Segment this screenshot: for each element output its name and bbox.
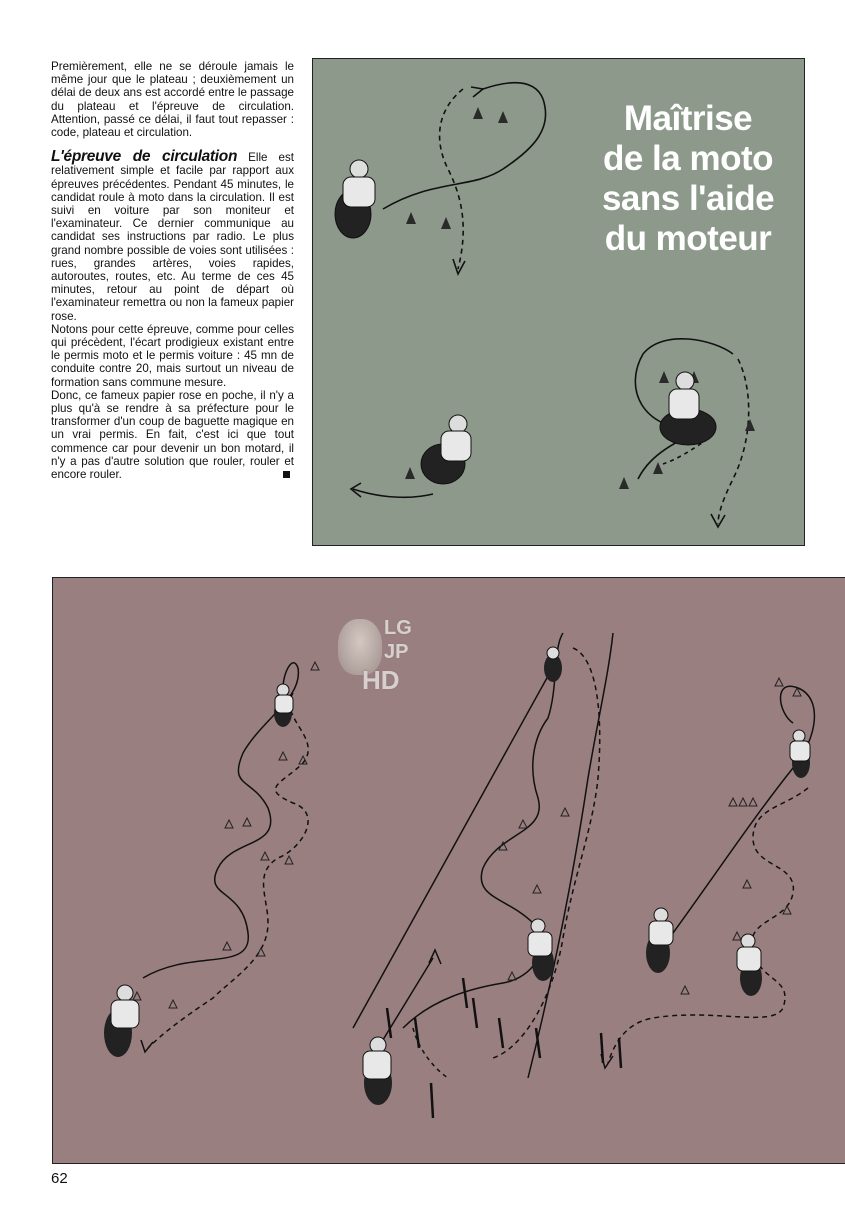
article-text <box>51 60 294 481</box>
cone-icon <box>653 462 663 474</box>
trajectory-dashed <box>440 89 464 269</box>
cone-icon <box>775 678 783 686</box>
motorcycle-icon <box>646 908 673 973</box>
stake-icon <box>619 1038 621 1068</box>
motorcycle-icon <box>363 1037 392 1105</box>
watermark-text: HD <box>362 665 400 695</box>
stake-icon <box>473 998 477 1028</box>
cone-icon <box>519 820 527 828</box>
motorcycle-icon <box>274 684 293 727</box>
cone-icon <box>405 467 415 479</box>
motorcycle-icon <box>421 415 471 484</box>
lane-line <box>528 633 613 1078</box>
cone-icon <box>619 477 629 489</box>
paragraph-1: Premièrement, elle ne se déroule jamais le même jour que le plateau ; deuxièmement un délai de deux ans est accordé entre le passage du plateau et l'épreuve de circulation. Attention, passé ce délai, il faut tout repasser : code, plateau et circulation. <box>51 60 294 140</box>
cone-icon <box>561 808 569 816</box>
cone-icon <box>739 798 747 806</box>
paragraph-3: Notons pour cette épreuve, comme pour celles qui précèdent, l'écart prodigieux existant entre le permis moto et le permis voiture : 45 mn de conduite contre 20, mais surtout un niveau de formation sans commune mesure. <box>51 322 294 389</box>
trajectory-line <box>673 686 814 933</box>
paragraph-2 <box>51 150 294 323</box>
cone-icon <box>681 986 689 994</box>
watermark-text: JP <box>384 641 409 663</box>
cone-icon <box>406 212 416 224</box>
watermark-text: LG <box>384 617 412 639</box>
panel-title-line: Maîtrise <box>623 99 753 138</box>
trajectory-arrow <box>471 87 483 97</box>
cone-icon <box>659 371 669 383</box>
cone-icon <box>749 798 757 806</box>
paragraph-2-body: Elle est relativement simple et facile par rapport aux épreuves précédentes. Pendant 45 minutes, le candidat roule à moto dans la circulation. Il est suivi en voiture par son moniteur et l'examinateur. Ce dernier communique au candidat ses instructions par radio. Le plus grand nombre possible de voies sont utilisées : rues, grandes artères, voies rapides, autoroutes, routes, etc. Au terme de ces 45 minutes, retour au point de départ où l'examinateur remettra ou non la fameux papier rose. <box>51 151 294 323</box>
paragraph-4 <box>51 389 294 481</box>
motorcycle-icon <box>544 647 562 682</box>
cone-icon <box>533 885 541 893</box>
stake-icon <box>415 1018 419 1048</box>
page-number: 62 <box>51 1170 68 1187</box>
trajectory-line <box>378 958 433 1048</box>
motorcycle-icon <box>790 730 810 778</box>
paragraph-4-body: Donc, ce fameux papier rose en poche, il n'y a plus qu'à se rendre à sa préfecture pour le transformer d'un coup de baguette magique en un vrai permis. En fait, c'est ici que tout commence car pour devenir un bon motard, il n'y a pas d'autre solution que rouler, rouler et encore rouler. <box>51 388 294 482</box>
cone-icon <box>243 818 251 826</box>
trajectory-dashed <box>148 693 308 1048</box>
trajectory-dashed <box>608 788 808 1063</box>
end-mark-icon <box>283 471 290 478</box>
motorcycle-icon <box>335 160 375 238</box>
cone-icon <box>223 942 231 950</box>
cone-icon <box>498 111 508 123</box>
motorcycle-icon <box>104 985 139 1057</box>
top-illustration <box>312 58 805 546</box>
trajectory-line <box>383 83 546 209</box>
cone-icon <box>279 752 287 760</box>
trajectory-line <box>353 489 433 497</box>
panel-title-line: du moteur <box>604 219 772 258</box>
section-heading: L'épreuve de circulation <box>51 148 238 166</box>
cone-icon <box>169 1000 177 1008</box>
cone-icon <box>261 852 269 860</box>
watermark-logo <box>336 615 422 699</box>
motorcycle-icon <box>737 934 762 996</box>
panel-title <box>583 99 793 259</box>
stake-icon <box>601 1033 603 1063</box>
motorcycle-icon <box>528 919 554 981</box>
stake-icon <box>499 1018 503 1048</box>
panel-title-line: de la moto <box>602 139 774 178</box>
cone-icon <box>733 932 741 940</box>
panel-title-line: sans l'aide <box>601 179 775 218</box>
cone-icon <box>743 880 751 888</box>
trajectory-arrow <box>711 514 725 527</box>
bottom-illustration-drawing <box>53 578 845 1164</box>
stake-icon <box>431 1083 433 1118</box>
cone-icon <box>285 856 293 864</box>
cone-icon <box>133 992 141 1000</box>
bottom-illustration <box>52 577 845 1164</box>
cone-icon <box>225 820 233 828</box>
cone-icon <box>745 419 755 431</box>
trajectory-dashed <box>493 648 600 1058</box>
trajectory-arrow <box>141 1040 153 1052</box>
cone-icon <box>473 107 483 119</box>
trajectory-dashed <box>718 359 749 524</box>
cone-icon <box>729 798 737 806</box>
cone-icon <box>311 662 319 670</box>
cone-icon <box>441 217 451 229</box>
